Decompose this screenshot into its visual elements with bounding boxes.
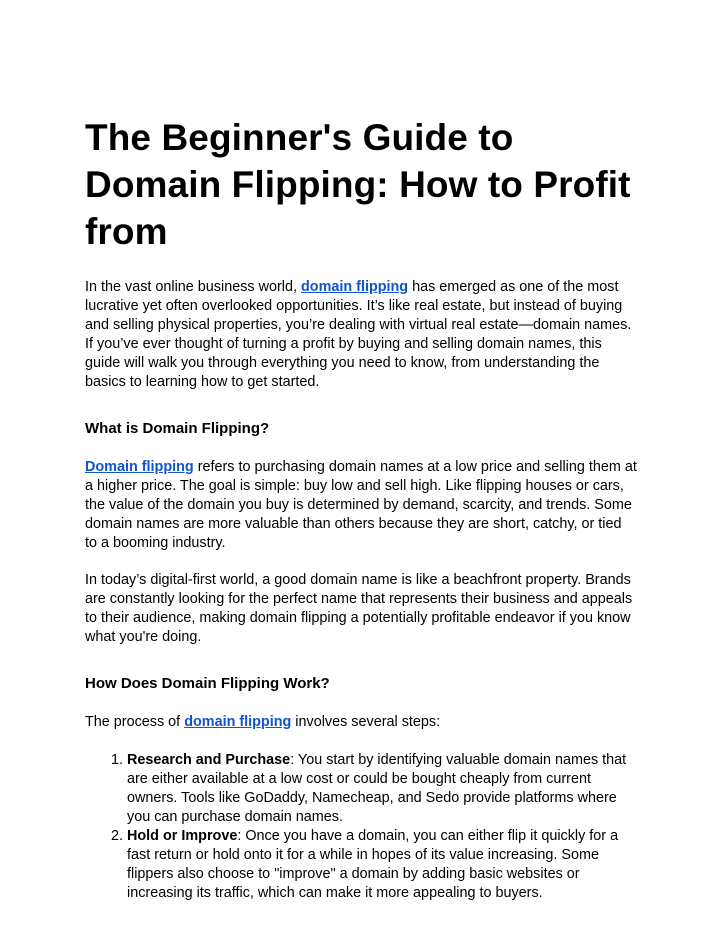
what-is-text: refers to purchasing domain names at a low price and selling them at a higher price. The goal is simple: buy low and sell high. Like flipping houses or cars, the value of the domain you buy is determined by demand, scarcity, and trends. Some domain names are more valuable than others because they are short, catchy, or tied to a booming industry. <box>85 459 637 551</box>
domain-flipping-link[interactable]: domain flipping <box>184 714 292 730</box>
list-item <box>127 751 637 827</box>
document-body <box>85 114 637 903</box>
steps-list <box>85 751 637 903</box>
section-heading-what-is: What is Domain Flipping? <box>85 420 270 437</box>
domain-flipping-link[interactable]: domain flipping <box>300 279 409 295</box>
what-is-paragraph-1 <box>85 458 637 553</box>
step-text: : Once you have a domain, you can either flip it quickly for a fast return or hold onto it for a while in hopes of its value increasing. Some flippers also choose to "improve" a domain by adding basic websites or increasing its traffic, which can make it more appealing to buyers. <box>127 828 619 901</box>
intro-paragraph <box>85 278 637 392</box>
how-text-before: The process of <box>85 714 185 730</box>
page-title: The Beginner's Guide to Domain Flipping: How to Profit from <box>85 117 631 252</box>
step-text: : You start by identifying valuable domain names that are either available at a low cost or could be bought cheaply from current owners. Tools like GoDaddy, Namecheap, and Sedo provide platforms where you can purchase domain names. <box>127 752 627 825</box>
section-heading-how-it-works: How Does Domain Flipping Work? <box>85 675 330 692</box>
intro-text-before: In the vast online business world, <box>85 279 301 295</box>
list-item <box>127 827 637 903</box>
domain-flipping-link[interactable]: Domain flipping <box>85 459 194 475</box>
step-title: Hold or Improve <box>127 828 238 844</box>
what-is-paragraph-2: In today’s digital-first world, a good domain name is like a beachfront property. Brands are constantly looking for the perfect name that represents their business and appeals to their audience, making domain flipping a potentially profitable endeavor if you know what you're doing. <box>85 572 633 645</box>
how-it-works-paragraph <box>85 713 637 732</box>
intro-text-after: has emerged as one of the most lucrative yet often overlooked opportunities. It’s like real estate, but instead of buying and selling physical properties, you’re dealing with virtual real estate—domain names. If you’ve ever thought of turning a profit by buying and selling domain names, this guide will walk you through everything you need to know, from understanding the basics to learning how to get started. <box>85 279 632 390</box>
how-text-after: involves several steps: <box>291 714 441 730</box>
step-title: Research and Purchase <box>127 752 291 768</box>
